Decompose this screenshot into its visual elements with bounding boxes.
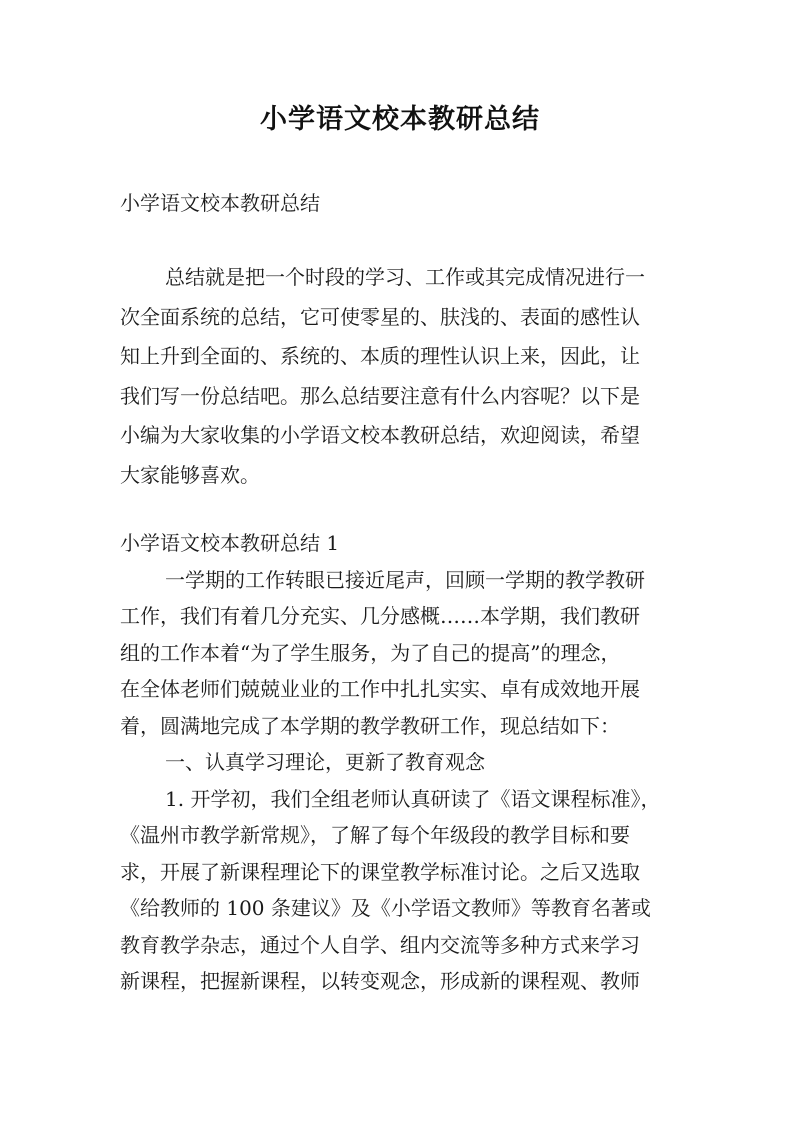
section-1 (120, 525, 690, 1000)
document-subtitle (120, 188, 690, 218)
intro-line: 知上升到全面的、系统的、本质的理性认识上来，因此，让 (120, 344, 640, 368)
intro-line: 我们写一份总结吧。那么总结要注意有什么内容呢？以下是 (120, 383, 640, 408)
section-line: 新课程，把握新课程，以转变观念，形成新的课程观、教师 (120, 969, 640, 993)
section-line: 工作，我们有着几分充实、几分感概……本学期，我们教研 (120, 604, 640, 628)
section-line: 在全体老师们兢兢业业的工作中扎扎实实、卓有成效地开展 (120, 677, 640, 701)
intro-line: 次全面系统的总结，它可使零星的、肤浅的、表面的感性认 (120, 304, 640, 329)
section-line: 求，开展了新课程理论下的课堂教学标准讨论。之后又选取 (120, 859, 640, 884)
intro-line: 总结就是把一个时段的学习、工作或其完成情况进行一 (165, 265, 645, 289)
intro-line: 小编为大家收集的小学语文校本教研总结，欢迎阅读，希望 (120, 423, 640, 447)
section-line: 一学期的工作转眼已接近尾声，回顾一学期的教学教研 (165, 567, 645, 592)
section-line: 教育教学杂志，通过个人自学、组内交流等多种方式来学习 (120, 932, 640, 957)
section-line: 1. 开学初，我们全组老师认真研读了《语文课程标准》， (165, 786, 661, 811)
section-line: 《温州市教学新常规》，了解了每个年级段的教学目标和要 (120, 823, 630, 847)
intro-paragraph (120, 258, 690, 495)
document-title: 小学语文校本教研总结 (260, 104, 540, 135)
section-line: 着，圆满地完成了本学期的教学教研工作，现总结如下： (120, 713, 620, 738)
subtitle-line: 小学语文校本教研总结 (120, 191, 320, 215)
subheading-line: 一、认真学习理论，更新了教育观念 (165, 750, 485, 774)
section-line: 组的工作本着“为了学生服务，为了自己的提高”的理念， (120, 640, 621, 665)
section-heading: 小学语文校本教研总结 1 (120, 531, 340, 555)
section-line: 《给教师的 100 条建议》及《小学语文教师》等教育名著或 (120, 896, 651, 920)
intro-line: 大家能够喜欢。 (120, 462, 260, 487)
